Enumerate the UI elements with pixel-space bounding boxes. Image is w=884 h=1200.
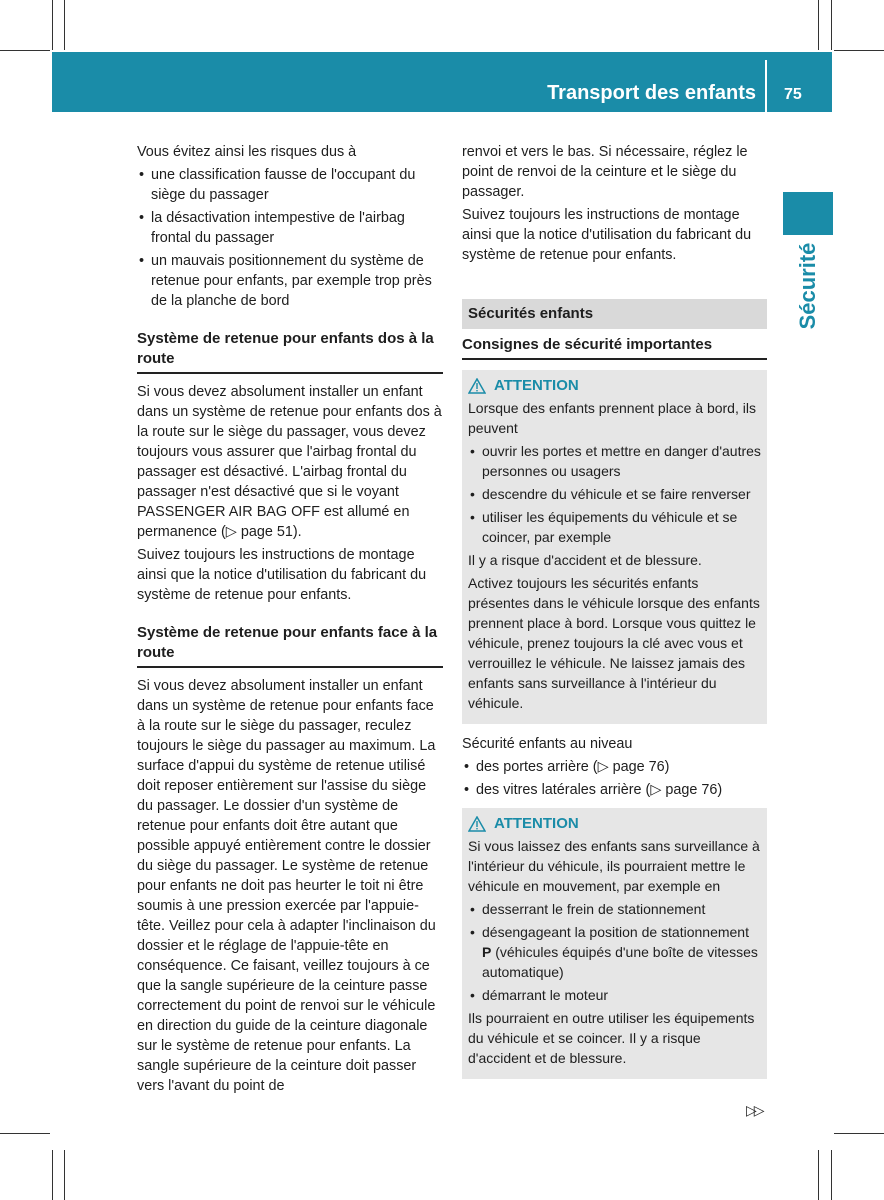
paragraph: Suivez toujours les instructions de montage ainsi que la notice d'utilisation du fabricant du système de retenue pour enfants.	[137, 547, 427, 603]
warning-label: ATTENTION	[494, 377, 579, 394]
crop-mark	[64, 0, 65, 50]
list-item: • un mauvais positionnement du système de retenue pour enfants, par exemple trop près de la planche de bord	[137, 251, 443, 311]
paragraph: Si vous devez absolument installer un enfant dans un système de retenue pour enfants face à la route sur le siège du passager, reculez toujours le siège du passager au maximum. La surface d'appui du système de retenue utilisé doit reposer entièrement sur l'assise du siège du passager. Le dossier d'un système de retenue pour enfants doit être autant que possible appuyé entièrement contre le dossier du siège du passager. Le système de retenue pour enfants ne doit pas heurter le toit ni être soumis à une pression exercée par l'appuie-tête. Veillez pour cela à adapter l'inclinaison du dossier et le réglage de l'appuie-tête en conséquence. Ce faisant, veillez toujours à ce que la sangle supérieure de la ceinture passe correctement du point de renvoi sur le véhicule en direction du guide de la ceinture diagonale sur le système de retenue pour enfants. La sangle supérieure de la ceinture doit passer vers l'avant du point de	[137, 678, 436, 1094]
warning-label: ATTENTION	[494, 815, 579, 832]
section-tab-label: Sécurité	[795, 242, 820, 330]
paragraph: Suivez toujours les instructions de montage ainsi que la notice d'utilisation du fabricant du système de retenue pour enfants.	[462, 207, 752, 263]
list-item: • démarrant le moteur	[468, 985, 761, 1005]
warning-text: Activez toujours les sécurités enfants présentes dans le véhicule lorsque des enfants prennent place à bord. Lorsque vous quittez le véhicule, prenez toujours la clé avec vous et verrouillez le véhicule. Ne laissez jamais des enfants sans surveillance à l'intérieur du véhicule.	[468, 575, 760, 711]
page-number: 75	[784, 86, 802, 103]
section-heading-rear-facing: Système de retenue pour enfants dos à la route	[137, 329, 443, 374]
section-heading-forward-facing: Système de retenue pour enfants face à la route	[137, 623, 443, 668]
list-item: • desserrant le frein de stationnement	[468, 899, 761, 919]
paragraph: renvoi et vers le bas. Si nécessaire, réglez le point de renvoi de la ceinture et le siège du passager.	[462, 144, 748, 200]
section-header: Sécurités enfants	[462, 299, 767, 329]
warning-box	[462, 808, 767, 1079]
list-item: • ouvrir les portes et mettre en danger d'autres personnes ou usagers	[468, 441, 761, 481]
list-item: • descendre du véhicule et se faire renverser	[468, 484, 761, 504]
crop-mark	[834, 50, 884, 51]
warning-box	[462, 370, 767, 724]
crop-mark	[831, 1150, 832, 1200]
list-item-text: (véhicules équipés d'une boîte de vitesses automatique)	[482, 944, 758, 980]
crop-mark	[818, 0, 819, 50]
warning-text: Ils pourraient en outre utiliser les équipements du véhicule et se coincer. Il y a risque d'accident et de blessure.	[468, 1010, 755, 1066]
list-item: • utiliser les équipements du véhicule et se coincer, par exemple	[468, 507, 761, 547]
list-item	[468, 922, 761, 982]
warning-header	[468, 376, 761, 396]
list-item: • une classification fausse de l'occupant du siège du passager	[137, 165, 443, 205]
crop-mark	[64, 1150, 65, 1200]
crop-mark	[818, 1150, 819, 1200]
crop-mark	[834, 1133, 884, 1134]
crop-mark	[52, 0, 53, 50]
crop-mark	[831, 0, 832, 50]
intro-text: Vous évitez ainsi les risques dus à	[137, 144, 357, 160]
list-item: • des vitres latérales arrière (▷ page 76)	[462, 780, 767, 800]
paragraph: Sécurité enfants au niveau	[462, 736, 633, 752]
left-column	[137, 142, 443, 1099]
warning-triangle-icon	[468, 816, 486, 832]
list-item: • des portes arrière (▷ page 76)	[462, 757, 767, 777]
list-item: • la désactivation intempestive de l'airbag frontal du passager	[137, 208, 443, 248]
warning-text: Il y a risque d'accident et de blessure.	[468, 552, 702, 568]
header-divider	[765, 60, 767, 112]
gear-position-label: P	[482, 944, 492, 960]
right-column	[462, 142, 767, 1079]
paragraph: Si vous devez absolument installer un enfant dans un système de retenue pour enfants dos à la route sur le siège du passager, vous devez toujours vous assurer que l'airbag frontal du passager est désactivé. L'airbag frontal du passager n'est désactivé que si le voyant PASSENGER AIR BAG OFF est allumé en permanence (▷ page 51).	[137, 384, 442, 540]
warning-triangle-icon	[468, 378, 486, 394]
section-tab-marker	[783, 192, 833, 235]
warning-text: Si vous laissez des enfants sans surveillance à l'intérieur du véhicule, ils pourraient mettre le véhicule en mouvement, par exemple en	[468, 838, 760, 894]
subheading: Consignes de sécurité importantes	[462, 335, 767, 360]
crop-mark	[52, 1150, 53, 1200]
crop-mark	[0, 50, 50, 51]
warning-text: Lorsque des enfants prennent place à bord, ils peuvent	[468, 400, 756, 436]
crop-mark	[0, 1133, 50, 1134]
list-item-text: désengageant la position de stationnement	[482, 924, 749, 940]
continue-arrow-icon: ▷▷	[746, 1102, 762, 1118]
warning-header	[468, 814, 761, 834]
page-title: Transport des enfants	[547, 82, 756, 104]
